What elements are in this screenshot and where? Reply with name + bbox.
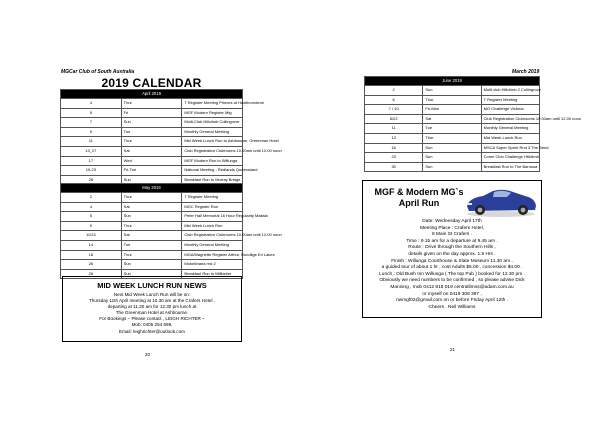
- midweek-line: departing at 11.30 am for 12.30 pm lunch at: [107, 304, 197, 310]
- event-description: MGA/Magnette Register Arthur, Rundlige Eri Lakes: [182, 250, 243, 260]
- calendar-row: [61, 146, 243, 156]
- event-date: 9: [61, 127, 122, 137]
- midweek-title: MID WEEK LUNCH RUN NEWS: [97, 281, 207, 290]
- calendar-row: [61, 202, 243, 212]
- event-description: Come Club Challenge Hillclimb: [481, 153, 539, 163]
- event-description: Monthly General Meeting: [182, 240, 243, 250]
- mgf-title-line1: MGF & Modern MG`s: [374, 187, 464, 197]
- event-date: 11: [61, 137, 122, 147]
- mgf-line: Lunch : Old Bush Inn Willunga ( The top Pub ) booked for 12.30 pm .: [379, 271, 525, 277]
- page-number-left: 20: [145, 352, 151, 357]
- mgf-run-box: [362, 180, 542, 318]
- mgf-line: details given on the day approx. 1.5 Hrs .: [408, 251, 496, 257]
- event-day: Thur: [423, 133, 481, 143]
- event-date: 2: [365, 86, 423, 96]
- april-calendar-table: [60, 89, 282, 185]
- calendar-row: [61, 212, 243, 222]
- event-description: MSCA Super Sprint Rnd 3 The Bend: [481, 143, 539, 153]
- calendar-row: [365, 95, 540, 105]
- mgf-line: Finish : Willunga Courthouse & Slate Museum 11.30 am ,: [391, 258, 513, 264]
- midweek-line: Next Mid Week Lunch Run will be on:: [113, 292, 191, 297]
- event-date: 19-23: [61, 166, 122, 176]
- midweek-line: Email: leighrichter@outlook.com: [119, 328, 185, 334]
- calendar-row: [365, 143, 540, 153]
- event-date: 8/22: [365, 114, 423, 124]
- event-description: Breakfast Run to Murray Bridge: [182, 175, 243, 185]
- event-day: Sun: [423, 143, 481, 153]
- car-photo: [463, 184, 539, 218]
- event-description: Motorkhana rnd 2: [182, 260, 243, 270]
- event-description: National Meeting - Redlands Queensland: [182, 166, 243, 176]
- calendar-row: [61, 108, 243, 118]
- event-day: Thur: [121, 99, 182, 109]
- calendar-row: [365, 162, 540, 172]
- event-description: T Register Meeting: [182, 193, 243, 203]
- event-date: 9: [61, 221, 122, 231]
- event-description: Club Registration Clubrooms 10.00am until 12.00 noon: [182, 231, 243, 241]
- event-day: Sun: [121, 212, 182, 222]
- event-description: T Register Meeting Princes at Hawthorndene: [182, 99, 243, 109]
- event-description: Peter Hall Memorial 16 Hour Regularity Mallala: [182, 212, 243, 222]
- calendar-row: [61, 260, 243, 270]
- event-date: 4: [61, 99, 122, 109]
- event-description: Monthly General Meeting: [481, 124, 539, 134]
- calendar-row: [365, 124, 540, 134]
- event-day: Fri-Mon: [423, 105, 481, 115]
- event-date: 23: [365, 153, 423, 163]
- event-date: 4: [61, 202, 122, 212]
- month-header-bar: May 2019: [61, 184, 243, 193]
- midweek-line: The Greenman Hotel at Ashbourne.: [115, 310, 189, 316]
- event-day: Thur: [423, 95, 481, 105]
- mgf-line: 8 Main St Crafers .: [432, 232, 472, 238]
- event-date: 6: [365, 95, 423, 105]
- event-date: 11/24: [61, 231, 122, 241]
- event-day: Sun: [423, 86, 481, 96]
- event-day: Thur: [121, 193, 182, 203]
- calendar-row: [61, 127, 243, 137]
- club-name-header: MGCar Club of South Australia: [61, 69, 135, 75]
- mgf-line: Manning , mob 0412 818 019 centralilmos@adam.com.au: [390, 284, 514, 290]
- mgf-line: a guided tour of about 1 hr , cost Adults $5.00 , concession $4.00 .: [381, 265, 523, 271]
- event-date: 5: [61, 108, 122, 118]
- midweek-lunch-box: [62, 276, 242, 342]
- event-description: Breakfast Run to MtBarker: [182, 269, 243, 279]
- event-day: Tue: [121, 240, 182, 250]
- midweek-line: For Bookings – Please contact , LEIGH RICHTER –: [99, 316, 205, 322]
- event-day: Wed: [121, 156, 182, 166]
- calendar-row: [61, 221, 243, 231]
- event-date: 28: [61, 175, 122, 185]
- event-day: Tue: [121, 127, 182, 137]
- event-description: Club Registration Clubrooms 10.00am until 12.00 noon: [481, 114, 539, 124]
- event-description: Multi club Hillclimb 2 Collingrove: [481, 86, 539, 96]
- event-day: Sun: [121, 175, 182, 185]
- calendar-row: [365, 153, 540, 163]
- event-date: 18: [61, 250, 122, 260]
- event-date: 7 / 10: [365, 105, 423, 115]
- event-day: Sun: [121, 269, 182, 279]
- event-date: 30: [365, 162, 423, 172]
- event-day: Sat: [423, 114, 481, 124]
- event-day: Sat: [121, 146, 182, 156]
- event-date: 13_27: [61, 146, 122, 156]
- event-date: 14: [61, 240, 122, 250]
- event-date: 26: [61, 260, 122, 270]
- calendar-row: [61, 250, 243, 260]
- event-description: Club Registration Clubrooms 10.00am until 12.00 noon: [182, 146, 243, 156]
- mgf-line: Obviously we need numbers to be confirmed , so please advise Dick: [379, 278, 525, 284]
- event-day: Thur: [121, 250, 182, 260]
- event-description: MG Challenge Victoria: [481, 105, 539, 115]
- event-date: 2: [61, 193, 122, 203]
- event-day: Sat: [121, 231, 182, 241]
- calendar-row: [365, 133, 540, 143]
- event-day: Sun: [121, 260, 182, 270]
- event-day: Thur: [121, 221, 182, 231]
- calendar-row: [365, 86, 540, 96]
- event-day: Sun: [121, 118, 182, 128]
- calendar-row: [61, 137, 243, 147]
- event-date: 13: [365, 133, 423, 143]
- month-header-bar: June 2019: [365, 77, 540, 86]
- event-date: 17: [61, 156, 122, 166]
- calendar-title: 2019 CALENDAR: [101, 76, 202, 90]
- page-number-right: 21: [450, 347, 456, 352]
- event-description: T Register Meeting: [481, 95, 539, 105]
- mgf-line: Meeting Place : Crafers Hotel,: [420, 225, 484, 231]
- event-description: Monthly General Meeting: [182, 127, 243, 137]
- calendar-row: [61, 231, 243, 241]
- event-day: Sun: [423, 153, 481, 163]
- event-date: 11: [365, 124, 423, 134]
- calendar-row: [61, 166, 243, 176]
- month-header: March 2019: [512, 69, 540, 75]
- event-date: 7: [61, 118, 122, 128]
- event-description: MGC Register Run: [182, 202, 243, 212]
- mgf-title-line2: April Run: [398, 198, 440, 208]
- event-description: MGF Modern Run to Willunga: [182, 156, 243, 166]
- event-description: Multi-Club Hillclimb Collingrove: [182, 118, 243, 128]
- event-day: Sun: [423, 162, 481, 172]
- may-calendar-table: [60, 183, 282, 279]
- event-day: Thur: [121, 137, 182, 147]
- event-description: Mid Week Lunch Run to Ashbourne, Greenman Hotel: [182, 137, 243, 147]
- calendar-row: [61, 118, 243, 128]
- june-calendar-table: [364, 76, 582, 172]
- event-day: Sat: [121, 202, 182, 212]
- calendar-row: [61, 156, 243, 166]
- calendar-row: [61, 99, 243, 109]
- month-header-bar: April 2019: [61, 90, 243, 99]
- midweek-line: Thursday 11th April meeting at 10.30 am at the Crafers Hotel ,: [88, 298, 216, 304]
- event-date: 16: [365, 143, 423, 153]
- mgf-line: or myself on 0419 308 397 ,: [422, 291, 482, 297]
- event-date: 5: [61, 212, 122, 222]
- calendar-row: [61, 240, 243, 250]
- mgf-line: Route : Drive through the Southern Hills ,: [408, 245, 496, 251]
- event-day: Tue: [423, 124, 481, 134]
- calendar-row: [365, 105, 540, 115]
- event-description: Breakfast Run to The Barossa: [481, 162, 539, 172]
- mgf-line: Time : 9.15 am for a departure at 9.45 am .: [406, 238, 498, 244]
- midweek-line: Mob: 0405 254 699,: [131, 322, 173, 328]
- event-description: Mid Week Lunch Run: [481, 133, 539, 143]
- calendar-row: [365, 114, 540, 124]
- event-description: MGF Modern Register Mtg: [182, 108, 243, 118]
- mgf-line: Date: Wednesday April 17th: [422, 219, 482, 224]
- event-description: Mid Week Lunch Run: [182, 221, 243, 231]
- event-day: Fri: [121, 108, 182, 118]
- mgf-line: Cheers . Neil Williams: [428, 304, 476, 310]
- calendar-row: [61, 193, 243, 203]
- mgf-line: nwmgf02@gmail.com on or before Friday April 12th .: [395, 298, 509, 304]
- event-day: Fri-Tue: [121, 166, 182, 176]
- event-date: 26: [61, 269, 122, 279]
